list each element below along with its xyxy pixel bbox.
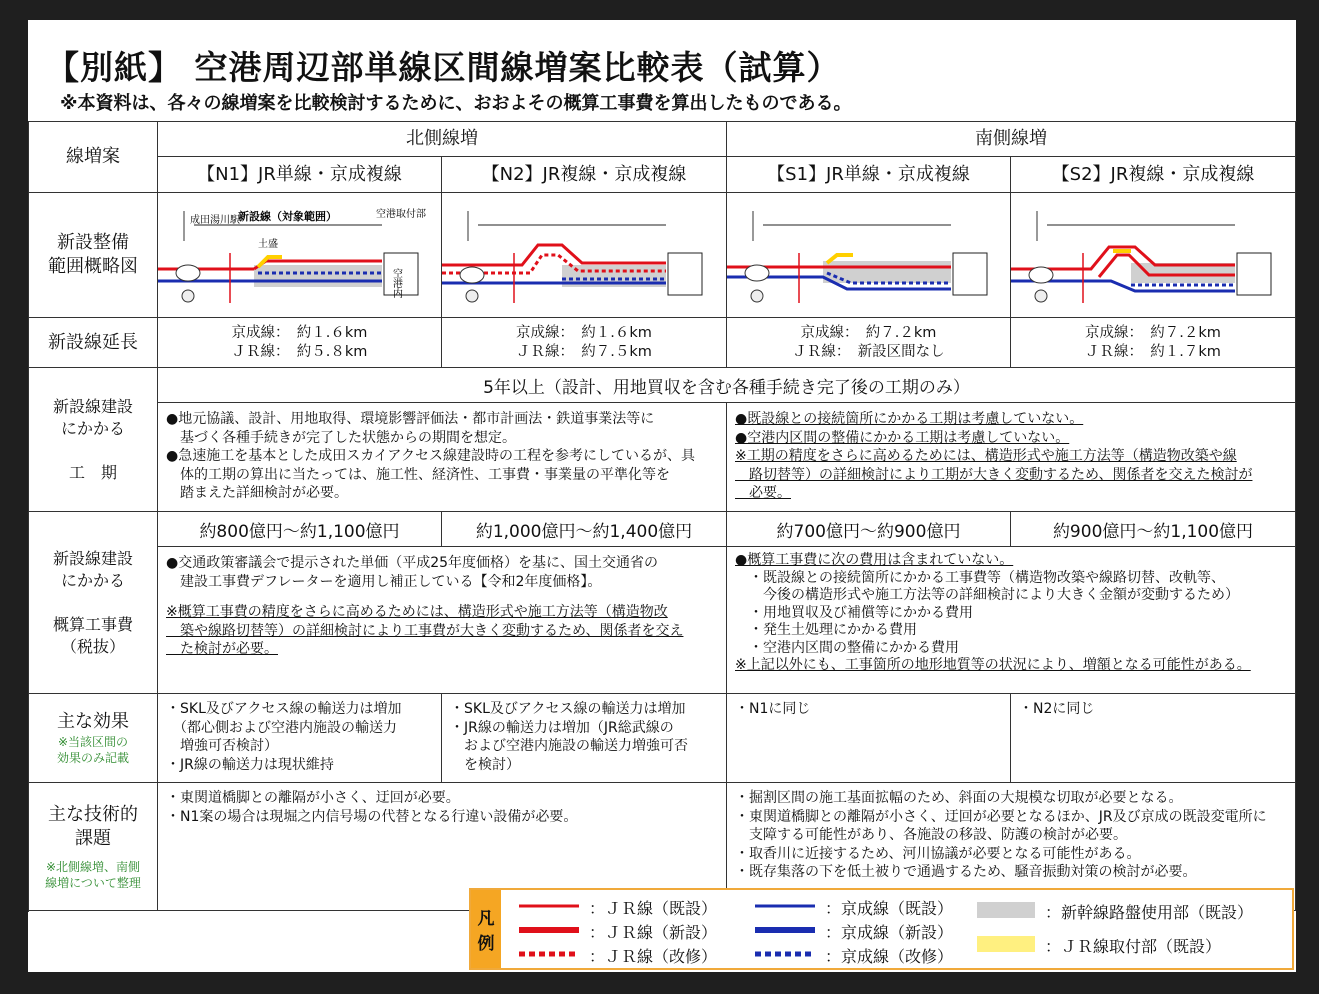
legend-swatch-shinkansen — [977, 902, 1035, 918]
legend-shinkansen: ：新幹線路盤使用部（既設） — [1045, 903, 1254, 922]
cost-s2: 約900億円～約1,100億円 — [1011, 512, 1296, 547]
cost-n1: 約800億円～約1,100億円 — [158, 512, 442, 547]
page-subtitle: ※本資料は、各々の線増案を比較検討するために、おおよその概算工事費を算出したものである。 — [60, 93, 852, 114]
period-north-note-1: ●地元協議、設計、用地取得、環境影響評価法・都市計画法・鉄道事業法等に 基づく各種手続きが完了した状態からの期間を想定。 — [166, 411, 655, 446]
cost-south-note-2: ・既設線との接続箇所にかかる工事費等（構造物改築や線路切替、改軌等、 今後の構造形式や施工方法等の詳細検討により大きく金額が変動するため） — [748, 569, 1239, 603]
legend-jr-renew: ：ＪＲ線（改修） — [589, 947, 718, 966]
diagram-conn-label: 空港取付部 — [376, 209, 426, 220]
effect-n2: ・SKL及びアクセス線の輸送力は増加 ・JR線の輸送力は増加（JR総武線の および空港内施設の輸送力増強可否 を検討） — [442, 694, 727, 783]
plan-name-n1: 【N1】JR単線・京成複線 — [158, 157, 442, 193]
group-north: 北側線増 — [158, 122, 727, 157]
row-label-effect — [29, 694, 158, 783]
group-south: 南側線増 — [727, 122, 1296, 157]
legend-swatch-jr-conn — [977, 936, 1035, 952]
effect-s2: ・N2に同じ — [1011, 694, 1296, 783]
effect-s1: ・N1に同じ — [727, 694, 1011, 783]
period-south-note-2: ●空港内区間の整備にかかる工期は考慮していない。 — [735, 429, 1070, 446]
period-south-note-1: ●既設線との接続箇所にかかる工期は考慮していない。 — [735, 411, 1084, 427]
cost-south-note-4: ・発生土処理にかかる費用 — [735, 622, 917, 638]
period-north-note-2: ●急速施工を基本とした成田スカイアクセス線建設時の工程を参考にしているが、具 体的工期の算出に当たっては、施工性、経済性、工事費・事業量の平準化等を 踏まえた詳細検討が必要。 — [166, 448, 695, 501]
cost-notes-south — [727, 547, 1296, 694]
length-s2: 京成線： 約７.２km ＪＲ線： 約１.７km — [1011, 318, 1296, 368]
legend — [469, 888, 1294, 970]
period-south-note-3: ※工期の精度をさらに高めるためには、構造形式や施工方法等（構造物改築や線 路切替等）の詳細検討により工期が大きく変動するため、関係者を交えた検討が 必要。 — [735, 448, 1253, 501]
row-label-period: 新設線建設 にかかる 工 期 — [29, 368, 158, 512]
cost-south-note-1: ●概算工事費に次の費用は含まれていない。 — [735, 552, 1014, 568]
legend-keisei-renew: ：京成線（改修） — [825, 947, 954, 966]
comparison-table — [28, 121, 1297, 912]
effect-note: ※当該区間の 効果のみ記載 — [56, 735, 129, 765]
plan-name-n2: 【N2】JR複線・京成複線 — [442, 157, 727, 193]
effect-n1: ・SKL及びアクセス線の輸送力は増加 （都心側および空港内施設の輸送力 増強可否検討） ・JR線の輸送力は現状維持 — [158, 694, 442, 783]
cost-south-note-3: ・用地買収及び補償等にかかる費用 — [735, 604, 973, 621]
row-label-cost: 新設線建設 にかかる 概算工事費 （税抜） — [29, 512, 158, 694]
diagram-airport-label: 空港内 — [390, 268, 402, 298]
cost-south-note-5: ・空港内区間の整備にかかる費用 — [735, 639, 959, 656]
document-page — [28, 20, 1296, 972]
cost-s1: 約700億円～約900億円 — [727, 512, 1011, 547]
diagram-station-label: 成田湯川駅 — [190, 215, 240, 226]
period-north — [158, 403, 727, 512]
scope-diagram-n1 — [158, 193, 442, 318]
tech-label: 主な技術的 課題 — [48, 803, 138, 849]
scope-diagram-s1 — [727, 193, 1011, 318]
cost-north-note-2: ※概算工事費の精度をさらに高めるためには、構造形式や施工方法等（構造物改 築や線路切替等）の詳細検討により工事費が大きく変動するため、関係者を交え た検討が必要。 — [166, 604, 684, 657]
period-headline: 5年以上（設計、用地買収を含む各種手続き完了後の工期のみ） — [158, 368, 1296, 403]
effect-label: 主な効果 — [57, 711, 129, 732]
scope-diagram-n2 — [442, 193, 727, 318]
cost-south-note-6: ※上記以外にも、工事箇所の地形地質等の状況により、増額となる可能性がある。 — [735, 657, 1251, 673]
legend-jr-conn: ：ＪＲ線取付部（既設） — [1045, 937, 1222, 956]
legend-keisei-new: ：京成線（新設） — [825, 923, 954, 942]
diagram-embank-label: 土盛 — [258, 239, 278, 250]
legend-tag: 凡 例 — [471, 890, 501, 968]
cost-notes-north — [158, 547, 727, 694]
tech-north: ・東関道橋脚との離隔が小さく、迂回が必要。 ・N1案の場合は現堀之内信号場の代替となる行違い設備が必要。 — [158, 783, 727, 911]
cost-n2: 約1,000億円～約1,400億円 — [442, 512, 727, 547]
cost-north-note-1: ●交通政策審議会で提示された単価（平成25年度価格）を基に、国土交通省の 建設工事費デフレーターを適用し補正している【令和2年度価格】。 — [166, 555, 659, 590]
legend-jr-new: ：ＪＲ線（新設） — [589, 923, 718, 942]
legend-keisei-existing: ：京成線（既設） — [825, 899, 954, 918]
length-s1: 京成線： 約７.２km ＪＲ線： 新設区間なし — [727, 318, 1011, 368]
plan-name-s2: 【S2】JR複線・京成複線 — [1011, 157, 1296, 193]
plan-name-s1: 【S1】JR単線・京成複線 — [727, 157, 1011, 193]
row-label-scope: 新設整備 範囲概略図 — [29, 193, 158, 318]
row-label-length: 新設線延長 — [29, 318, 158, 368]
row-label-tech — [29, 783, 158, 911]
page-title: 【別紙】 空港周辺部単線区間線増案比較表（試算） — [46, 48, 841, 87]
tech-note: ※北側線増、南側 線増について整理 — [45, 859, 141, 890]
period-south — [727, 403, 1296, 512]
tech-south: ・掘割区間の施工基面拡幅のため、斜面の大規模な切取が必要となる。 ・東関道橋脚との離隔が小さく、迂回が必要となるほか、JR及び京成の既設変電所に 支障する可能性があり、各施設の移設、防護の検討が必要。 ・取香川に近接するため、河川協議が必要となる可能性がある。 ・既存集落の下を低土被りで通過するため、騒音振動対策の検討が必要。 — [727, 783, 1296, 911]
diagram-scope-label: 新設線（対象範囲） — [238, 210, 337, 223]
length-n2: 京成線： 約１.６km ＪＲ線： 約７.５km — [442, 318, 727, 368]
row-label-plan: 線増案 — [29, 122, 158, 193]
length-n1: 京成線： 約１.６km ＪＲ線： 約５.８km — [158, 318, 442, 368]
scope-diagram-s2 — [1011, 193, 1296, 318]
legend-jr-existing: ：ＪＲ線（既設） — [589, 899, 718, 918]
